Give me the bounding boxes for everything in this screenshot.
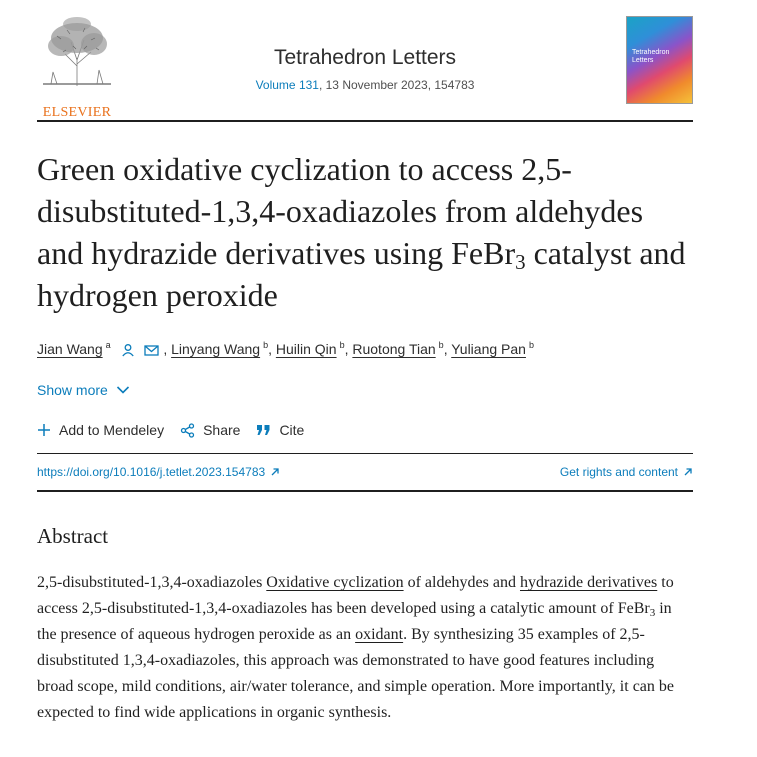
quote-icon: [256, 424, 271, 436]
external-arrow-icon: [270, 467, 280, 477]
author-link[interactable]: Linyang Wang: [171, 341, 261, 357]
topic-link-hydrazide-derivatives[interactable]: hydrazide derivatives: [519, 574, 658, 591]
topic-link-oxidative-cyclization[interactable]: Oxidative cyclization: [266, 574, 404, 591]
author-separator: ,: [163, 341, 168, 357]
abstract-heading: Abstract: [37, 524, 109, 548]
author-separator: ,: [268, 341, 272, 357]
article-page: [37, 0, 693, 726]
article-header: [37, 0, 693, 122]
rights-link[interactable]: [560, 465, 693, 479]
title-end: catalyst and hydrogen peroxide: [37, 235, 686, 313]
abstract-segment: to access 2,5-disubstituted-1,3,4-oxadiazoles has been developed using a catalytic amount of FeBr: [37, 574, 674, 617]
doi-text: https://doi.org/10.1016/j.tetlet.2023.154783: [37, 465, 266, 479]
elsevier-tree-logo: [37, 16, 117, 88]
cite-button[interactable]: [256, 422, 304, 438]
journal-info: [197, 46, 533, 92]
author-link[interactable]: Jian Wang: [37, 341, 103, 357]
add-to-mendeley-button[interactable]: [37, 422, 164, 438]
affiliation-mark: b: [438, 340, 444, 350]
author-separator: ,: [443, 341, 448, 357]
cite-label: Cite: [279, 422, 305, 438]
issue-date: , 13 November 2023, 154783: [318, 78, 475, 92]
author-link[interactable]: Ruotong Tian: [352, 341, 436, 357]
abstract-subscript: 3: [649, 607, 656, 619]
affiliation-mark: b: [339, 340, 345, 350]
journal-title[interactable]: Tetrahedron Letters: [273, 46, 457, 69]
abstract-segment: of aldehydes and: [403, 574, 520, 591]
author-link[interactable]: Huilin Qin: [275, 341, 337, 357]
cover-title: Tetrahedron Letters: [632, 49, 670, 64]
elsevier-wordmark: ELSEVIER: [42, 105, 112, 120]
journal-cover[interactable]: [626, 16, 693, 104]
author-list: [37, 340, 693, 360]
person-icon[interactable]: [121, 343, 135, 360]
elsevier-logo[interactable]: [37, 16, 117, 120]
abstract-segment: in the presence of aqueous hydrogen peroxide as an: [37, 600, 672, 643]
abstract-segment: . By synthesizing 35 examples of 2,5-disubstituted 1,3,4-oxadiazoles, this approach was demonstrated to have good features including broad scope, mild conditions, air/water tolerance, and simple operation. More importantly, it can be expected to find wide applications in organic synthesis.: [37, 626, 674, 721]
envelope-icon[interactable]: [144, 344, 159, 360]
topic-link-oxidant[interactable]: oxidant: [355, 626, 404, 643]
show-more-label: Show more: [37, 382, 108, 398]
mendeley-label: Add to Mendeley: [59, 422, 165, 438]
article-title: [37, 148, 693, 316]
author-separator: ,: [344, 341, 349, 357]
abstract-segment: 2,5-disubstituted-1,3,4-oxadiazoles: [37, 574, 267, 591]
external-arrow-icon: [683, 467, 693, 477]
title-main: Green oxidative cyclization to access 2,5-disubstituted-1,3,4-oxadiazoles from aldehydes and hydrazide derivatives using FeBr: [37, 151, 644, 271]
doi-link[interactable]: [37, 465, 280, 479]
show-more-button[interactable]: [37, 380, 693, 400]
affiliation-mark: b: [263, 340, 269, 350]
links-bar: [37, 453, 693, 492]
title-subscript: 3: [515, 250, 526, 274]
share-button[interactable]: [180, 422, 240, 438]
affiliation-mark: a: [105, 340, 111, 350]
article-actions: [37, 420, 693, 440]
rights-text: Get rights and content: [559, 465, 678, 479]
affiliation-mark: b: [528, 340, 534, 350]
plus-icon: [37, 423, 51, 437]
share-label: Share: [203, 422, 241, 438]
author-link[interactable]: Yuliang Pan: [451, 341, 526, 357]
issue-meta: [197, 78, 533, 92]
chevron-down-icon: [116, 385, 130, 395]
abstract-text: [37, 570, 693, 726]
share-icon: [180, 423, 195, 438]
volume-link[interactable]: Volume 131: [255, 78, 319, 92]
